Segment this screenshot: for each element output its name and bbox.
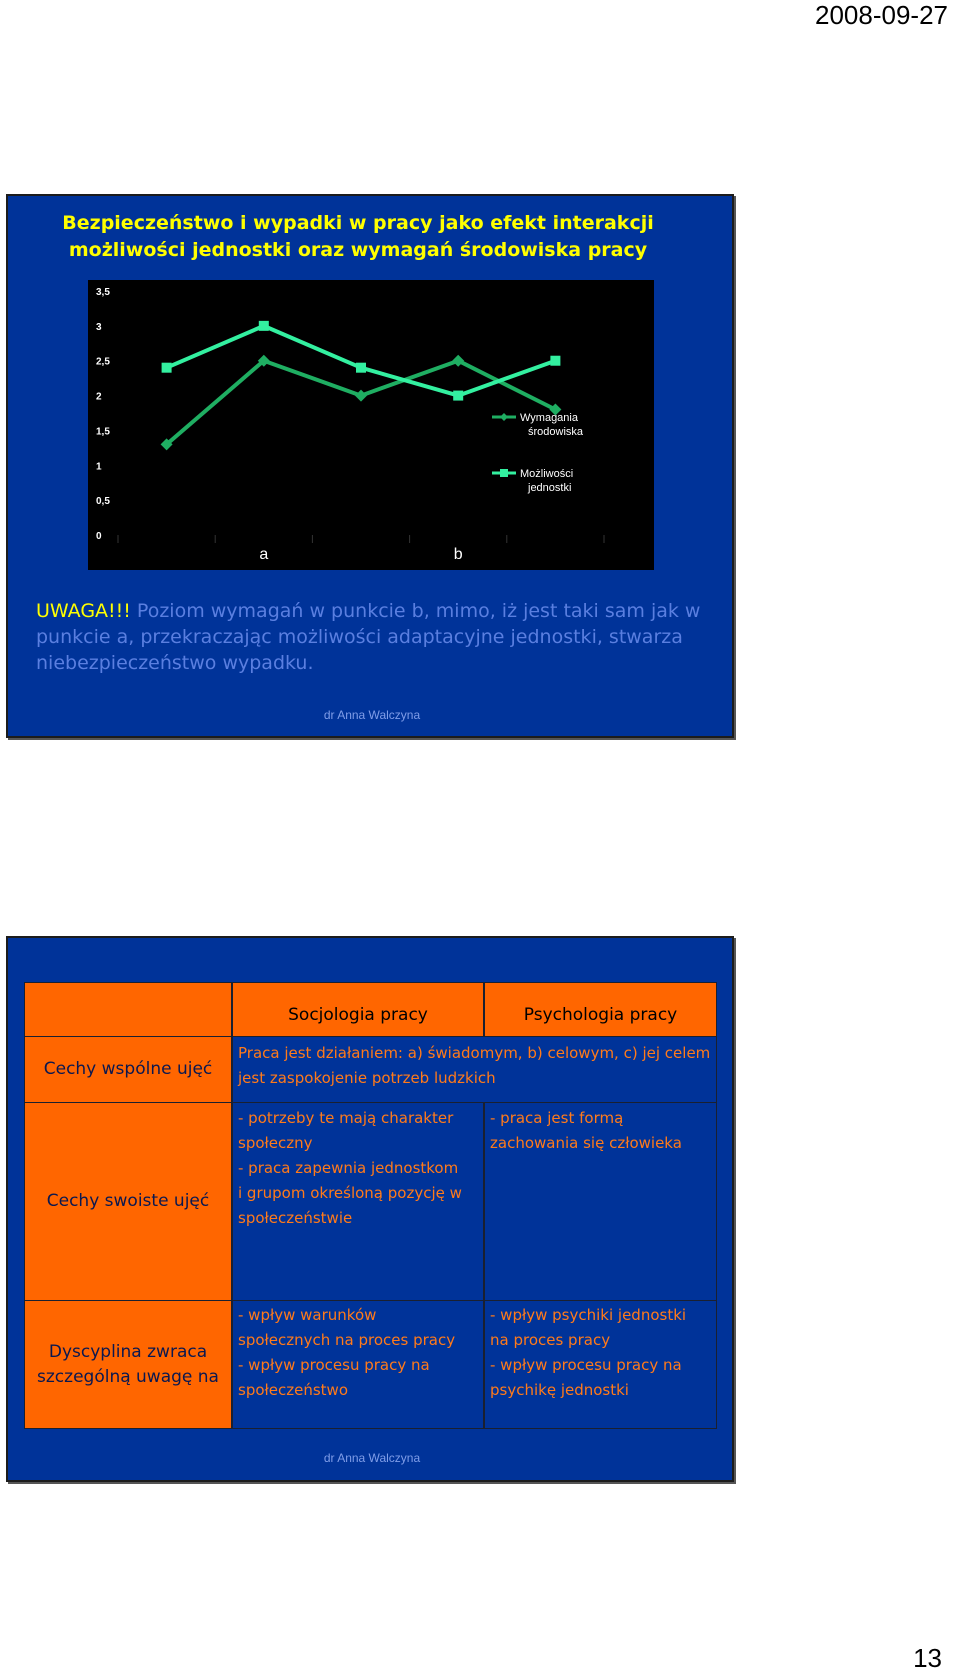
focus-sociology-line-4: społeczeństwo — [238, 1381, 349, 1399]
cell-focus-psychology — [484, 1301, 717, 1429]
cell-focus-sociology — [232, 1301, 484, 1429]
series-line-1 — [167, 361, 556, 445]
data-point — [453, 391, 463, 401]
warning-body: Poziom wymagań w punkcie b, mimo, iż jest taki sam jak w punkcie a, przekraczając możliwości adaptacyjne jednostki, stwarza niebezpieczeństwo wypadku. — [36, 600, 701, 674]
series-line-2 — [167, 326, 556, 396]
slide-safety-chart — [6, 194, 734, 738]
data-point — [355, 390, 367, 402]
legend-swatch-marker — [500, 469, 508, 477]
focus-psychology-line-3: - wpływ procesu pracy na — [490, 1356, 682, 1374]
legend-label-line-1: Możliwości — [520, 468, 574, 480]
y-tick-label: 0,5 — [96, 496, 110, 508]
chart-demands-vs-abilities — [88, 280, 654, 570]
specific-sociology-line-3: - praca zapewnia jednostkom — [238, 1159, 459, 1177]
specific-sociology-line-5: społeczeństwie — [238, 1209, 353, 1227]
focus-sociology-line-3: - wpływ procesu pracy na — [238, 1356, 430, 1374]
legend-swatch-marker — [500, 413, 508, 421]
specific-psychology-line-2: zachowania się człowieka — [490, 1134, 682, 1152]
focus-psychology-line-4: psychikę jednostki — [490, 1381, 629, 1399]
legend-label-line-2: środowiska — [528, 426, 584, 438]
warning-prefix: UWAGA!!! — [36, 600, 131, 622]
header-sociology-label: Socjologia pracy — [288, 1004, 428, 1025]
data-point — [356, 363, 366, 373]
table-corner-cell — [24, 982, 232, 1037]
row-label-specific-text: Cechy swoiste ujęć — [46, 1191, 210, 1211]
row-label-specific — [24, 1103, 232, 1301]
slide-title: Bezpieczeństwo i wypadki w pracy jako efekt interakcji możliwości jednostki oraz wymagań środowiska pracy — [62, 212, 654, 261]
y-tick-label: 1 — [96, 461, 102, 473]
data-point — [550, 356, 560, 366]
y-tick-label: 2,5 — [96, 356, 110, 368]
legend-label-line-2: jednostki — [528, 482, 572, 494]
data-point — [162, 363, 172, 373]
row-label-common — [24, 1037, 232, 1103]
cell-specific-sociology — [232, 1103, 484, 1301]
chart-svg — [88, 280, 654, 570]
row-label-common-text: Cechy wspólne ujęć — [43, 1059, 213, 1079]
author-footer: dr Anna Walczyna — [323, 708, 421, 722]
slide-comparison-table — [6, 936, 734, 1482]
data-point — [259, 321, 269, 331]
specific-psychology-line-1: - praca jest formą — [490, 1109, 624, 1127]
header-psychology-label: Psychologia pracy — [523, 1004, 678, 1025]
page-date: 2008-09-27 — [815, 0, 948, 30]
page-number: 13 — [913, 1643, 942, 1673]
common-text: Praca jest działaniem: a) świadomym, b) celowym, c) jej celem jest zaspokojenie potrzeb ludzkich — [238, 1044, 711, 1087]
specific-sociology-line-1: - potrzeby te mają charakter — [238, 1109, 454, 1127]
y-tick-label: 1,5 — [96, 426, 110, 438]
focus-psychology-line-1: - wpływ psychiki jednostki — [490, 1306, 687, 1324]
y-tick-label: 3 — [96, 321, 102, 333]
y-tick-label: 3,5 — [96, 287, 110, 298]
legend-label-line-1: Wymagania — [520, 412, 578, 424]
specific-sociology-line-2: społeczny — [238, 1134, 313, 1152]
header-psychology — [484, 982, 717, 1037]
row-label-focus-line-1: Dyscyplina zwraca — [48, 1341, 208, 1362]
focus-psychology-line-2: na proces pracy — [490, 1331, 611, 1349]
x-tick-label: a — [259, 546, 269, 563]
focus-sociology-line-1: - wpływ warunków — [238, 1306, 377, 1324]
author-footer: dr Anna Walczyna — [323, 1451, 421, 1465]
y-tick-label: 0 — [96, 531, 102, 542]
cell-common-text — [232, 1037, 717, 1103]
cell-specific-psychology — [484, 1103, 717, 1301]
y-tick-label: 2 — [96, 391, 102, 403]
row-label-focus-line-2: szczególną uwagę na — [37, 1366, 219, 1387]
header-sociology — [232, 982, 484, 1037]
x-tick-label: b — [453, 546, 463, 563]
specific-sociology-line-4: i grupom określoną pozycję w — [238, 1184, 462, 1202]
warning-note — [36, 598, 716, 676]
focus-sociology-line-2: społecznych na proces pracy — [238, 1331, 456, 1349]
row-label-focus — [24, 1301, 232, 1429]
